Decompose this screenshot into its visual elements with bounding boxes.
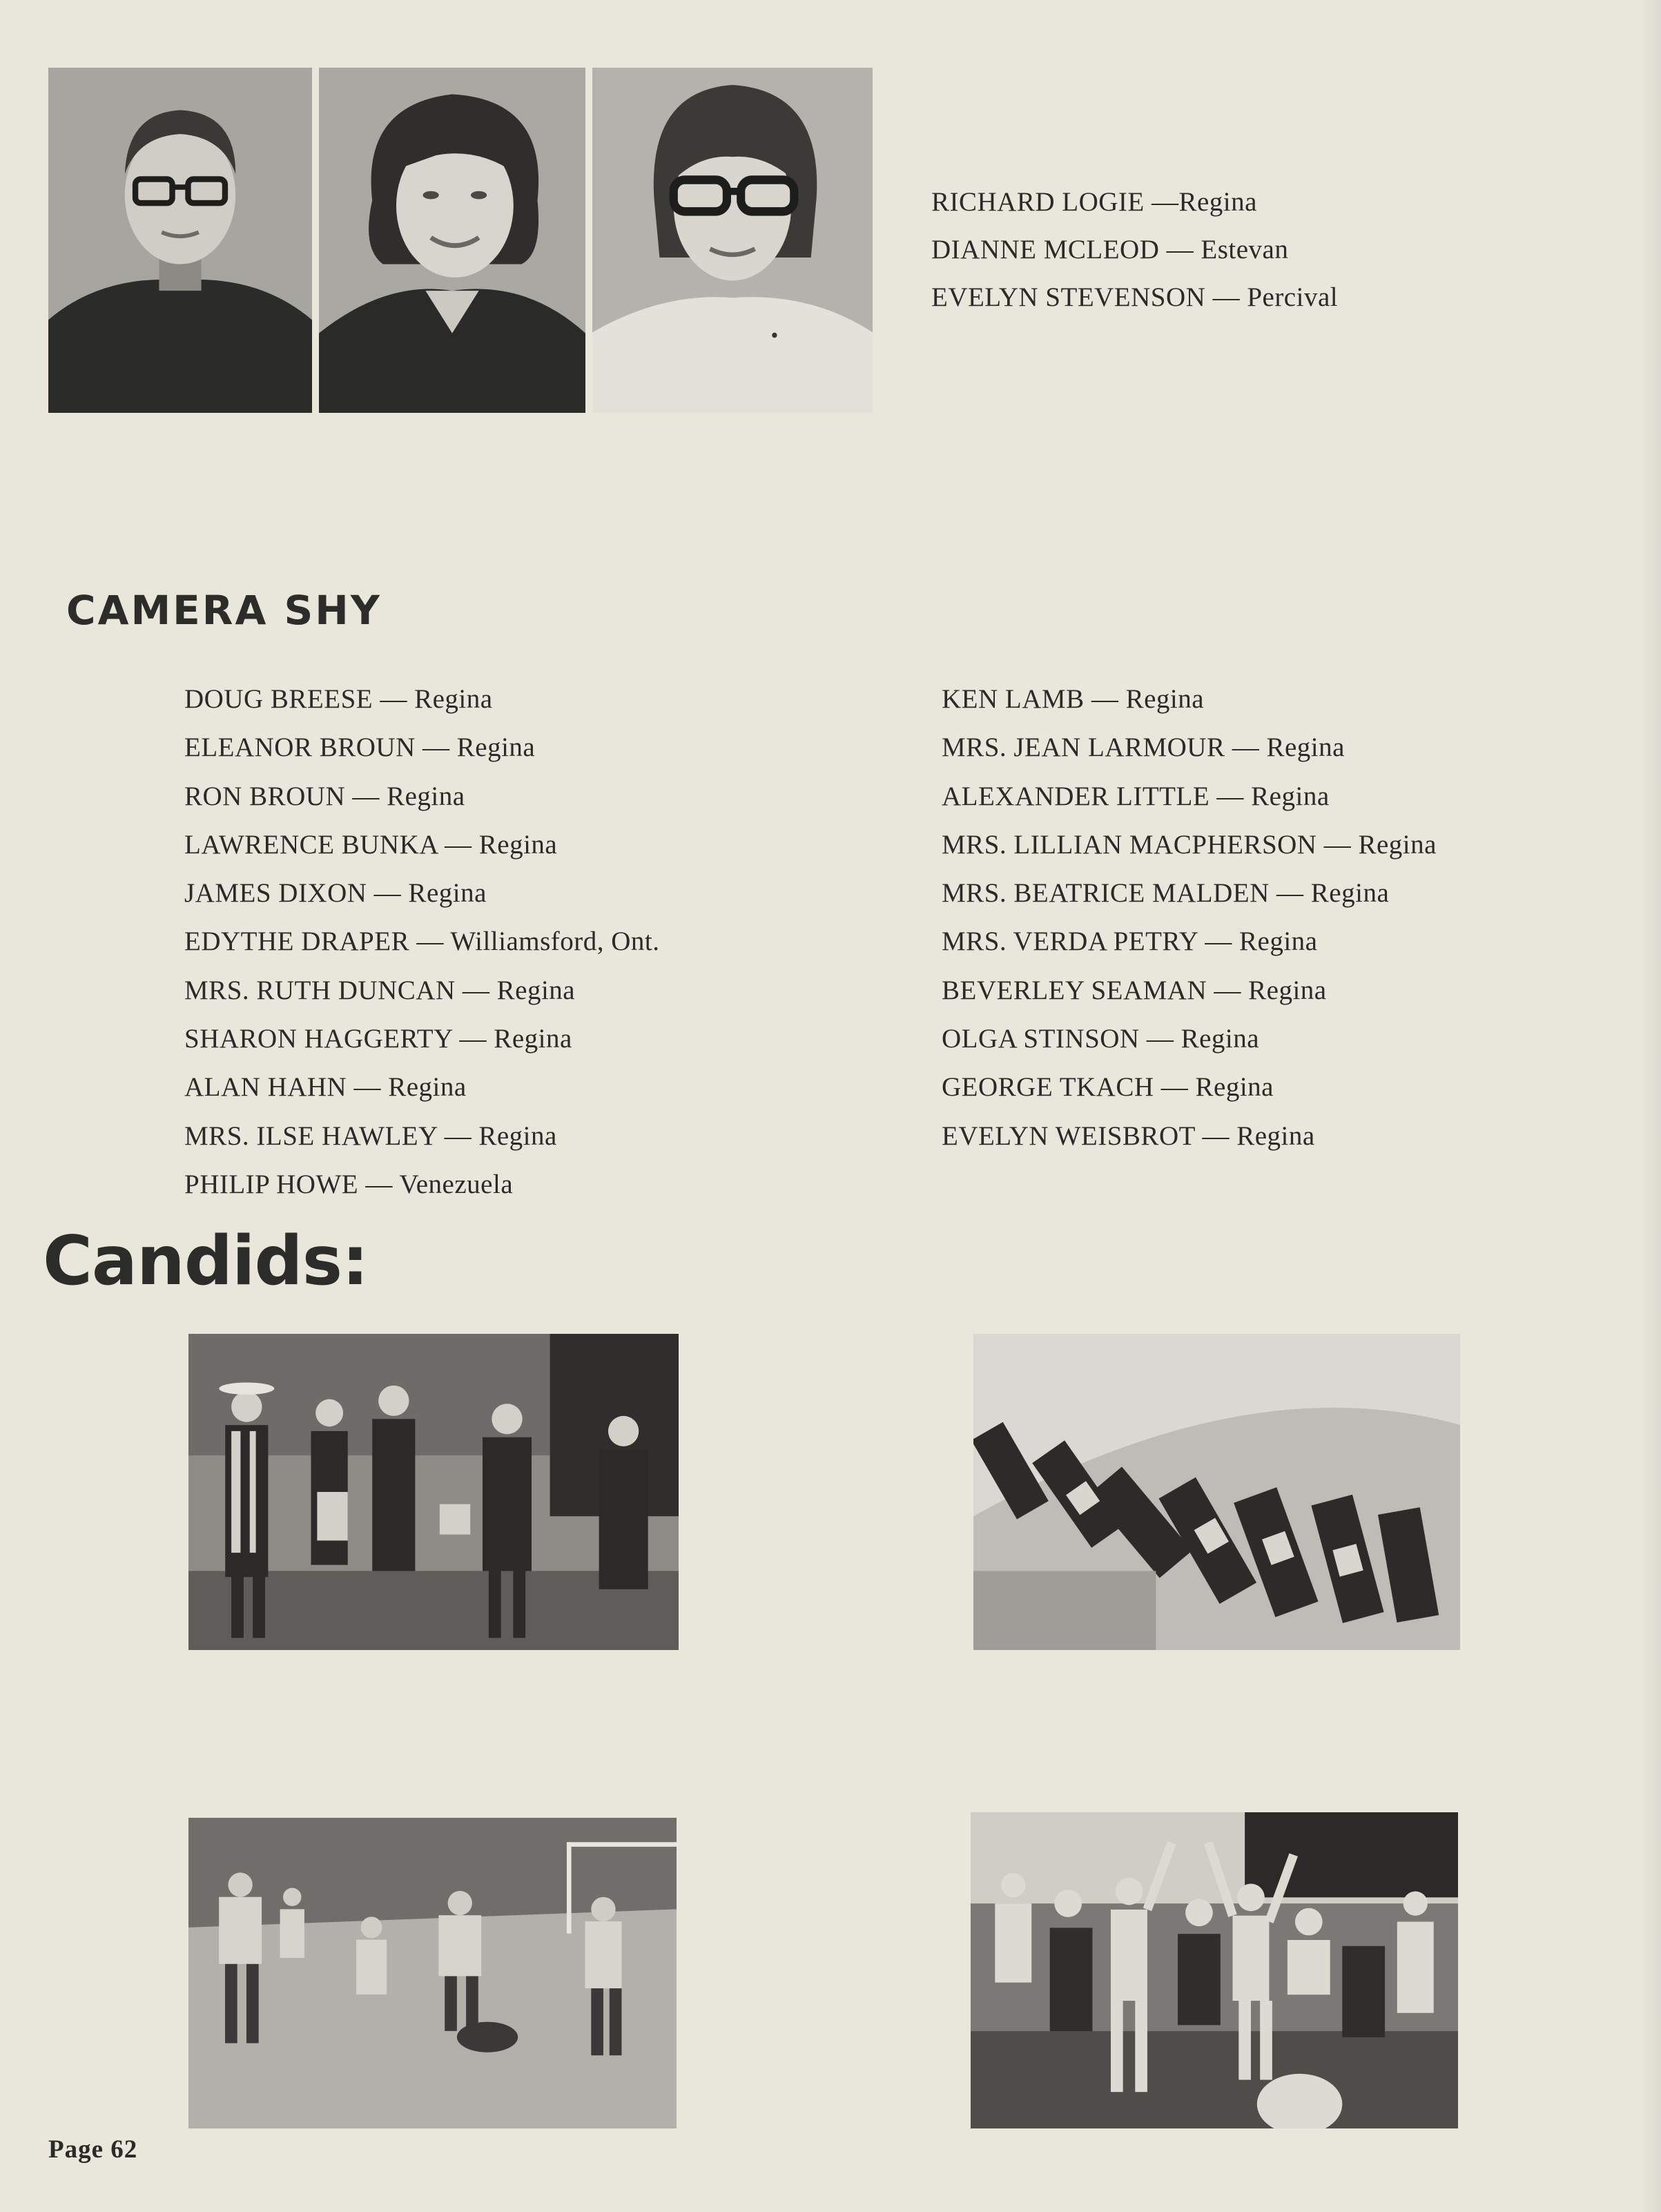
candids-heading: Candids:	[43, 1222, 369, 1301]
name-entry: DOUG BREESE — Regina	[184, 684, 493, 714]
name-entry: SHARON HAGGERTY — Regina	[184, 1024, 572, 1054]
portrait-caption-list	[931, 178, 1338, 321]
candid-photo-field-game	[188, 1818, 677, 2128]
name-entry: MRS. VERDA PETRY — Regina	[942, 926, 1318, 957]
candid-photo-bottles	[973, 1334, 1460, 1650]
portrait-photo-1	[48, 68, 312, 413]
page-edge-shadow	[1640, 0, 1661, 2212]
name-entry: ALAN HAHN — Regina	[184, 1072, 467, 1103]
name-entry: JAMES DIXON — Regina	[184, 878, 487, 909]
name-entry: MRS. JEAN LARMOUR — Regina	[942, 733, 1345, 763]
portrait-photo-2	[319, 68, 585, 413]
name-entry: ELEANOR BROUN — Regina	[184, 733, 536, 763]
name-entry: KEN LAMB — Regina	[942, 684, 1205, 714]
portrait-caption: RICHARD LOGIE —Regina	[931, 187, 1257, 217]
name-entry: ALEXANDER LITTLE — Regina	[942, 781, 1330, 811]
camera-shy-right-column	[942, 675, 1437, 1161]
name-entry: EDYTHE DRAPER — Williamsford, Ont.	[184, 926, 660, 957]
name-entry: LAWRENCE BUNKA — Regina	[184, 829, 558, 860]
name-entry: OLGA STINSON — Regina	[942, 1024, 1260, 1054]
page-number: Page 62	[48, 2135, 138, 2164]
name-entry: MRS. RUTH DUNCAN — Regina	[184, 975, 576, 1005]
name-entry: PHILIP HOWE — Venezuela	[184, 1169, 514, 1199]
portrait-caption: EVELYN STEVENSON — Percival	[931, 282, 1339, 312]
name-entry: MRS. LILLIAN MACPHERSON — Regina	[942, 829, 1437, 860]
portrait-photo-3	[592, 68, 873, 413]
camera-shy-heading: CAMERA SHY	[66, 587, 382, 634]
name-entry: RON BROUN — Regina	[184, 781, 465, 811]
name-entry: MRS. ILSE HAWLEY — Regina	[184, 1120, 557, 1151]
portrait-caption: DIANNE MCLEOD — Estevan	[931, 235, 1289, 264]
name-entry: MRS. BEATRICE MALDEN — Regina	[942, 878, 1390, 909]
candid-photo-dancing	[971, 1812, 1458, 2128]
name-entry: GEORGE TKACH — Regina	[942, 1072, 1274, 1103]
name-entry: EVELYN WEISBROT — Regina	[942, 1120, 1315, 1151]
name-entry: BEVERLEY SEAMAN — Regina	[942, 975, 1327, 1005]
camera-shy-left-column	[184, 675, 660, 1209]
candid-photo-costume-party	[188, 1334, 679, 1650]
